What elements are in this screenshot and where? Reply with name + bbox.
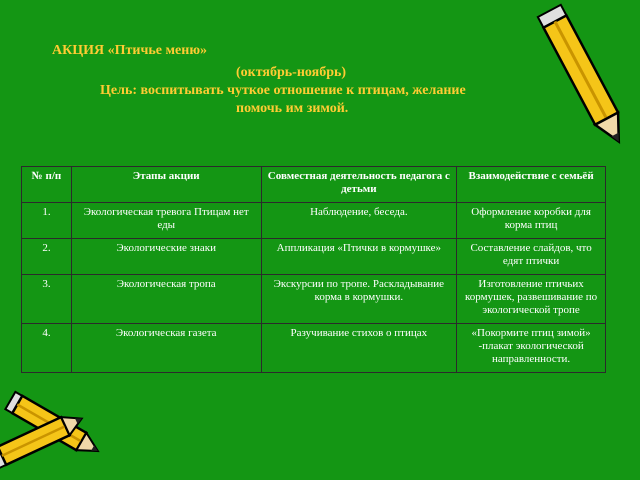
pencils-icon bbox=[0, 376, 110, 480]
pencil-icon bbox=[530, 0, 640, 160]
cell-family: Составление слайдов, что едят птички bbox=[457, 239, 606, 275]
table-row bbox=[22, 324, 606, 373]
cell-family: «Покормите птиц зимой» -плакат экологической направленности. bbox=[457, 324, 606, 373]
title-line-1: АКЦИЯ «Птичье меню» bbox=[52, 43, 208, 58]
cell-stage: Экологические знаки bbox=[71, 239, 261, 275]
cell-joint: Наблюдение, беседа. bbox=[261, 203, 457, 239]
cell-num: 1. bbox=[22, 203, 72, 239]
cell-joint: Аппликация «Птички в кормушке» bbox=[261, 239, 457, 275]
cell-joint: Экскурсии по тропе. Раскладывание корма в кормушки. bbox=[261, 275, 457, 324]
cell-family: Оформление коробки для корма птиц bbox=[457, 203, 606, 239]
cell-stage: Экологическая тропа bbox=[71, 275, 261, 324]
header-num: № п/п bbox=[22, 167, 72, 203]
header-family: Взаимодействие с семьёй bbox=[457, 167, 606, 203]
table-row bbox=[22, 203, 606, 239]
title-line-4: помочь им зимой. bbox=[236, 101, 349, 116]
cell-num: 2. bbox=[22, 239, 72, 275]
table-row bbox=[22, 275, 606, 324]
stages-table bbox=[21, 166, 606, 373]
header-stage: Этапы акции bbox=[71, 167, 261, 203]
cell-stage: Экологическая тревога Птицам нет еды bbox=[71, 203, 261, 239]
cell-stage: Экологическая газета bbox=[71, 324, 261, 373]
cell-num: 3. bbox=[22, 275, 72, 324]
table-row bbox=[22, 239, 606, 275]
header-joint: Совместная деятельность педагога с детьми bbox=[261, 167, 457, 203]
cell-num: 4. bbox=[22, 324, 72, 373]
title-line-2: (октябрь-ноябрь) bbox=[236, 65, 347, 80]
cell-joint: Разучивание стихов о птицах bbox=[261, 324, 457, 373]
cell-family: Изготовление птичьих кормушек, развешивание по экологической тропе bbox=[457, 275, 606, 324]
title-line-3: Цель: воспитывать чуткое отношение к птицам, желание bbox=[100, 83, 466, 98]
table-header-row bbox=[22, 167, 606, 203]
